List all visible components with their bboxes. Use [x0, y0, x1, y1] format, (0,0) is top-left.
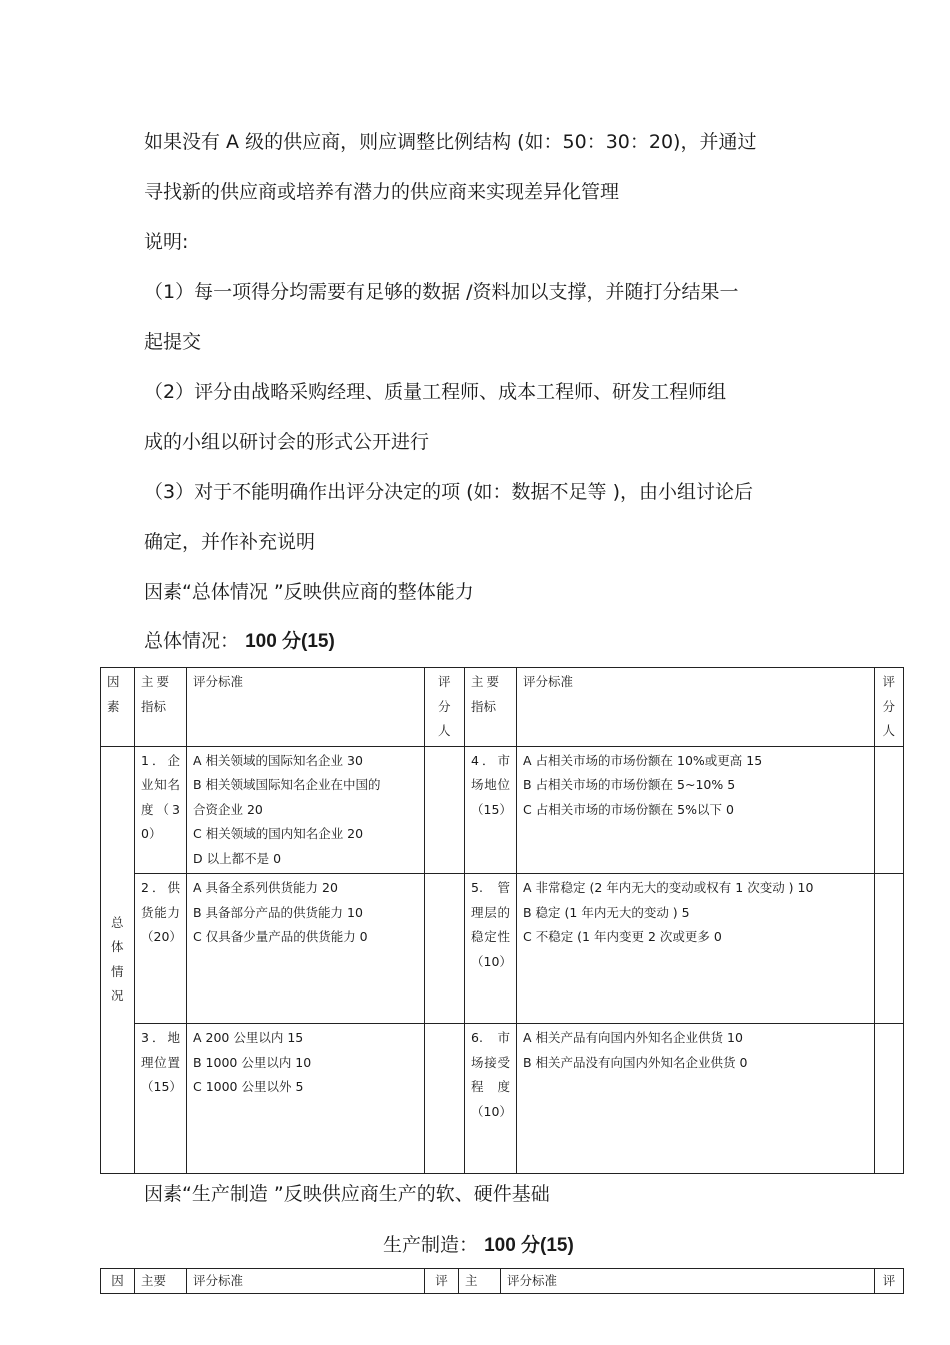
indicator-cell: 4．市场地位（15） — [465, 746, 517, 874]
section2-title-label: 生产制造： — [383, 1234, 479, 1256]
header-scorer-right: 评分人 — [875, 668, 904, 747]
criteria-cell: A 200 公里以内 15 B 1000 公里以内 10 C 1000 公里以外 5 — [187, 1024, 425, 1174]
paragraph-7: 成的小组以研讨会的形式公开进行 — [144, 431, 430, 453]
paragraph-10: 因素“总体情况 ”反映供应商的整体能力 — [144, 581, 474, 603]
criteria-cell: A 相关产品有向国内外知名企业供货 10 B 相关产品没有向国内外知名企业供货 0 — [517, 1024, 875, 1174]
indicator-cell: 2．供货能力（20） — [135, 874, 187, 1024]
criteria-cell: A 非常稳定 (2 年内无大的变动或权有 1 次变动 ) 10 B 稳定 (1 年内无大的变动 ) 5 C 不稳定 (1 年内变更 2 次或更多 0 — [517, 874, 875, 1024]
overall-evaluation-table — [100, 667, 904, 1174]
section1-title-label: 总体情况： — [144, 630, 240, 652]
paragraph-3: 说明: — [144, 231, 189, 253]
header-criteria-right: 评分标准 — [517, 668, 875, 747]
criteria-cell: A 相关领域的国际知名企业 30 B 相关领域国际知名企业在中国的 合资企业 20 C 相关领域的国内知名企业 20 D 以上都不是 0 — [187, 746, 425, 874]
header-indicator-left: 主要 — [135, 1269, 187, 1294]
paragraph-6: （2）评分由战略采购经理、质量工程师、成本工程师、研发工程师组 — [144, 381, 727, 403]
scorer-cell — [875, 874, 904, 1024]
header-criteria-left: 评分标准 — [187, 1269, 425, 1294]
header-indicator-left: 主要指标 — [135, 668, 187, 747]
table-row — [101, 874, 904, 1024]
paragraph-5: 起提交 — [144, 331, 202, 353]
paragraph-1: 如果没有 A 级的供应商，则应调整比例结构 (如：50：30：20)，并通过 — [144, 131, 757, 153]
header-scorer-left: 评 — [425, 1269, 459, 1294]
table-header-row — [101, 668, 904, 747]
section1-title — [144, 629, 335, 654]
table-row — [101, 746, 904, 874]
indicator-cell: 1．企业知名度（30） — [135, 746, 187, 874]
indicator-cell: 5. 管理层的稳定性（10） — [465, 874, 517, 1024]
header-indicator-right: 主要指标 — [465, 668, 517, 747]
section2-title-score: 100 分(15) — [484, 1235, 574, 1256]
scorer-cell — [425, 746, 465, 874]
header-scorer-left: 评分人 — [425, 668, 465, 747]
table-row — [101, 1024, 904, 1174]
table-header-row — [101, 1269, 904, 1294]
paragraph-manufacturing: 因素“生产制造 ”反映供应商生产的软、硬件基础 — [144, 1183, 550, 1205]
paragraph-8: （3）对于不能明确作出评分决定的项 (如：数据不足等 )，由小组讨论后 — [144, 481, 753, 503]
header-scorer-right: 评 — [875, 1269, 904, 1294]
factor-cell: 总体情况 — [101, 746, 135, 1174]
criteria-cell: A 具备全系列供货能力 20 B 具备部分产品的供货能力 10 C 仅具备少量产品的供货能力 0 — [187, 874, 425, 1024]
header-criteria-right: 评分标准 — [501, 1269, 875, 1294]
header-indicator-right: 主 — [459, 1269, 501, 1294]
section2-title — [383, 1233, 574, 1258]
paragraph-2: 寻找新的供应商或培养有潜力的供应商来实现差异化管理 — [144, 181, 620, 203]
paragraph-4: （1）每一项得分均需要有足够的数据 /资料加以支撑，并随打分结果一 — [144, 281, 739, 303]
header-criteria-left: 评分标准 — [187, 668, 425, 747]
scorer-cell — [425, 1024, 465, 1174]
scorer-cell — [425, 874, 465, 1024]
paragraph-9: 确定，并作补充说明 — [144, 531, 316, 553]
indicator-cell: 3．地理位置（15） — [135, 1024, 187, 1174]
header-factor: 因素 — [101, 668, 135, 747]
criteria-cell: A 占相关市场的市场份额在 10%或更高 15 B 占相关市场的市场份额在 5~10% 5 C 占相关市场的市场份额在 5%以下 0 — [517, 746, 875, 874]
header-factor: 因 — [101, 1269, 135, 1294]
scorer-cell — [875, 746, 904, 874]
scorer-cell — [875, 1024, 904, 1174]
section1-title-score: 100 分(15) — [245, 631, 335, 652]
manufacturing-evaluation-table — [100, 1268, 904, 1294]
indicator-cell: 6. 市场接受程度（10） — [465, 1024, 517, 1174]
